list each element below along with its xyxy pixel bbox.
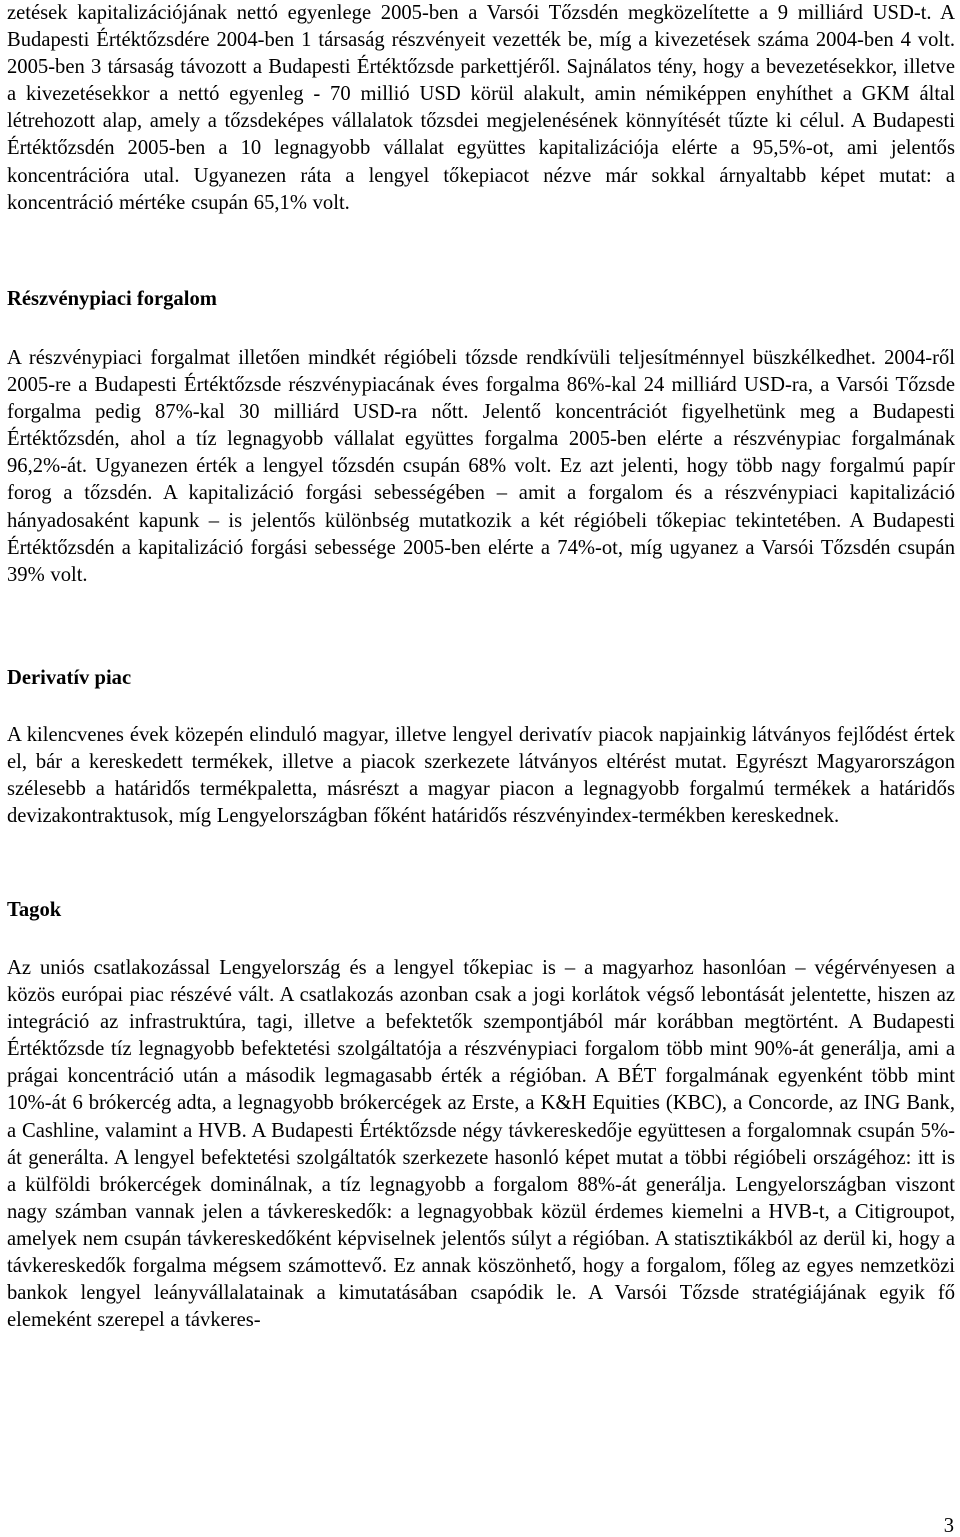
paragraph-derivativ-piac: A kilencvenes évek közepén elinduló magyar, illetve lengyel derivatív piacok napjainkig látványos fejlődést értek el, bár a kereskedett termékek, illetve a piacok szerkezete látványos eltérést mutat. Egyrészt Magyarországon szélesebb a határidős termékpaletta, másrészt a magyar piacon a legnagyobb forgalmú termékek a határidős devizakontraktusok, míg Lengyelországban főként határidős részvényindex-termékben kereskednek.: [7, 724, 955, 828]
page-number: 3: [943, 1515, 954, 1537]
paragraph-reszvenypiaci-forgalom: A részvénypiaci forgalmat illetően mindkét régióbeli tőzsde rendkívüli teljesítménnyel büszkélkedhet. 2004-ről 2005-re a Budapesti Értéktőzsde részvénypiacának éves forgalma 86%-kal 24 milliárd USD-ra, a Varsói Tőzsde forgalma pedig 87%-kal 30 milliárd USD-ra nőtt. Jelentő koncentrációt figyelhetünk meg a Budapesti Értéktőzsdén, ahol a tíz legnagyobb vállalat együttes forgalma 2005-ben elérte a részvénypiac forgalmának 96,2%-át. Ugyanezen érték a lengyel tőzsdén csupán 68% volt. Ez azt jelenti, hogy több nagy forgalmú papír forog a tőzsdén. A kapitalizáció forgási sebességében – amit a forgalom és a részvénypiaci kapitalizáció hányadosaként kapunk – is jelentős különbség mutatkozik a két régióbeli tőkepiac tekintetében. A Budapesti Értéktőzsdén a kapitalizáció forgási sebessége 2005-ben elérte a 74%-ot, míg ugyanez a Varsói Tőzsdén csupán 39% volt.: [7, 347, 955, 586]
heading-tagok: Tagok: [7, 899, 62, 921]
heading-reszvenypiaci-forgalom: Részvénypiaci forgalom: [7, 288, 217, 310]
paragraph-tagok: Az uniós csatlakozással Lengyelország és a lengyel tőkepiac is – a magyarhoz hasonlóan – végérvényesen a közös európai piac részévé vált. A csatlakozás azonban csak a jogi korlátok végső lebontását jelentette, hiszen az integráció az infrastruktúra, tagi, illetve a befektetők szempontjából már korábban megtörtént. A Budapesti Értéktőzsde tíz legnagyobb befektetési szolgáltatója a részvénypiaci forgalom több mint 90%-át generálja, ami a prágai koncentráció után a második legmagasabb érték a régióban. A BÉT forgalmának egyenként több mint 10%-át 6 brókercég adta, a legnagyobb brókercégek az Erste, a K&H Equities (KBC), a Concorde, az ING Bank, a Cashline, valamint a HVB. A Budapesti Értéktőzsde négy távkereskedője együttesen a forgalomnak csupán 5%-át generálta. A lengyel befektetési szolgáltatók szerkezete hasonló képet mutat a többi régióbeli országéhoz: itt is a külföldi brókercégek dominálnak, a tíz legnagyobb a forgalom 88%-át generálja. Lengyelországban viszont nagy számban vannak jelen a távkereskedők: a legnagyobbak közül érdemes kiemelni a HVB-t, a Citigroupot, amelyek nem csupán távkereskedőként képviselnek jelentős súlyt a régióban. A statisztikákból az derül ki, hogy a távkereskedők forgalma mégsem számottevő. Ez annak köszönhető, hogy a forgalom, főleg az egyes nemzetközi bankok lengyel leányvállalatainak a kimutatásában csapódik le. A Varsói Tőzsde stratégiájának egyik fő elemeként szerepel a távkeres-: [7, 957, 955, 1332]
paragraph-intro: zetések kapitalizációjának nettó egyenlege 2005-ben a Varsói Tőzsdén megközelítette a 9 milliárd USD-t. A Budapesti Értéktőzsdére 2004-ben 1 társaság részvényeit vezették be, míg a kivezetések száma 2004-ben 4 volt. 2005-ben 3 társaság távozott a Budapesti Értéktőzsde parkettjéről. Sajnálatos tény, hogy a bevezetésekkor, illetve a kivezetésekkor a nettó egyenleg - 70 millió USD körül alakult, amin némiképpen enyhíthet a GKM által létrehozott alap, amely a tőzsdeképes vállalatok tőzsdei megjelenésének könnyítését tűzte ki célul. A Budapesti Értéktőzsdén 2005-ben a 10 legnagyobb vállalat együttes kapitalizációja elérte a 95,5%-ot, ami jelentős koncentrációra utal. Ugyanezen ráta a lengyel tőkepiacot nézve már sokkal árnyaltabb képet mutat: a koncentráció mértéke csupán 65,1% volt.: [7, 2, 955, 214]
heading-derivativ-piac: Derivatív piac: [7, 667, 132, 689]
